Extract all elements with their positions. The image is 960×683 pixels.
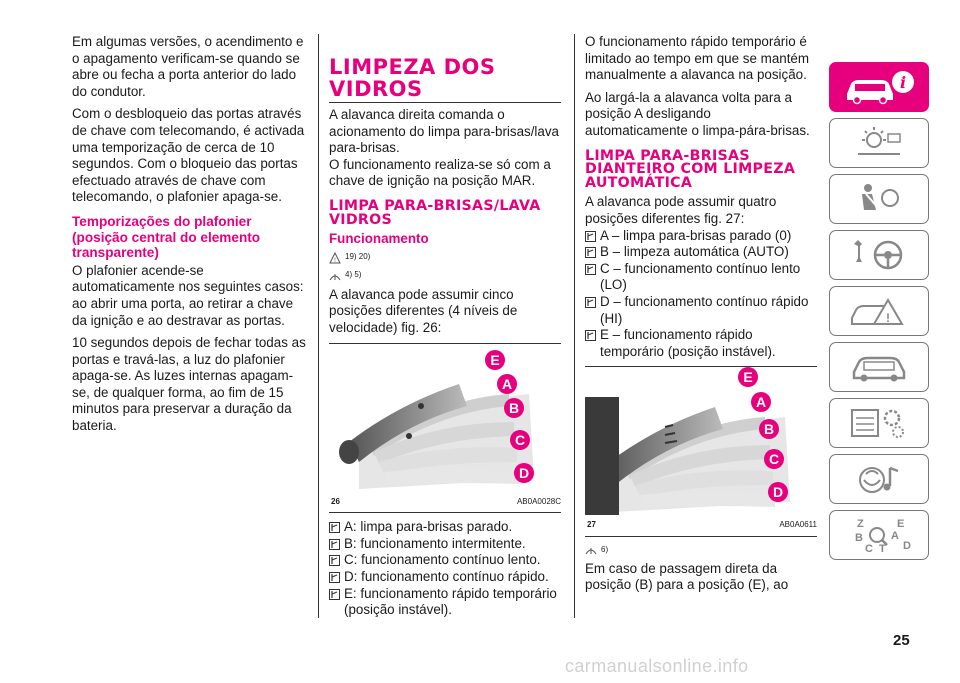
list-item: C: funcionamento contínuo lento. (329, 552, 561, 569)
svg-text:D: D (903, 540, 911, 552)
figure-label-d: D (772, 484, 784, 501)
lever-position-icon (585, 297, 596, 308)
figure-26 (329, 343, 561, 514)
list-item: E – funcionamento rápido temporário (posição instável). (585, 327, 817, 360)
figure-caption (329, 492, 561, 513)
svg-text:T: T (879, 543, 886, 555)
auto-wiper-lever-illustration (585, 367, 817, 515)
svg-text:!: ! (334, 257, 336, 264)
page-number: 25 (893, 632, 910, 649)
reference (329, 251, 561, 265)
safety-airbag-icon (844, 180, 914, 218)
lever-position-icon (329, 555, 340, 566)
svg-text:i: i (899, 73, 907, 92)
tab-safety[interactable] (829, 174, 929, 224)
wiper-lever-illustration (329, 344, 561, 492)
list-item: A: limpa para-brisas parado. (329, 519, 561, 536)
paragraph: Com o desbloqueio das portas através de chave com telecomando, é activada uma temporização de cerca de 10 segundos. Com o bloqueio das portas efectuado através de chave com telecomando, o plafonier apaga-se. (72, 106, 305, 205)
lever-position-icon (585, 264, 596, 275)
list-item: A – limpa para-brisas parado (0) (585, 228, 817, 245)
steering-start-icon (844, 236, 914, 274)
svg-text:!: ! (886, 311, 890, 325)
reference (329, 269, 561, 283)
figure-label-e: E (743, 369, 753, 386)
figure-label-c: C (514, 431, 526, 448)
list-item: D – funcionamento contínuo rápido (HI) (585, 294, 817, 327)
tab-maintenance[interactable] (829, 342, 929, 392)
reference-text: 6) (601, 544, 609, 554)
list-item: E: funcionamento rápido temporário (posição instável). (329, 586, 561, 619)
figure-27 (585, 366, 817, 537)
car-info-icon (839, 68, 919, 106)
figure-code: AB0A0028C (516, 496, 561, 506)
position-list (329, 519, 561, 619)
lever-position-icon (329, 539, 340, 550)
paragraph: 10 segundos depois de fechar todas as portas e travá-las, a luz do plafonier apaga-se. As luzes internas apagam-se, de qualquer forma, ao fim de 15 minutos para preservar a duração da bateria. (72, 335, 306, 434)
figure-caption (585, 515, 817, 536)
column-3 (585, 34, 817, 600)
column-divider (318, 34, 319, 618)
figure-label-e: E (490, 351, 500, 368)
figure-code: AB0A0611 (779, 520, 817, 530)
index-icon (839, 515, 919, 555)
svg-text:Z: Z (857, 518, 864, 530)
paragraph: A alavanca pode assumir cinco posições diferentes (4 níveis de velocidade) fig. 26: (329, 286, 518, 335)
figure-label-d: D (518, 464, 530, 481)
position-list (585, 228, 817, 361)
section-heading: LIMPA PARA-BRISAS DIANTEIRO COM LIMPEZA AUTOMÁTICA (585, 147, 796, 191)
reference-text: 19) 20) (345, 252, 371, 262)
section-heading: LIMPA PARA-BRISAS/LAVA VIDROS (329, 197, 541, 228)
svg-text:B: B (855, 532, 863, 544)
warning-book-icon (329, 252, 341, 264)
technical-data-icon (844, 404, 914, 442)
warning-emergency-icon (844, 292, 914, 330)
car-maintenance-icon (844, 348, 914, 386)
paragraph: Ao largá-la a alavanca volta para a posição A desligando automaticamente o limpa-pára-brisas. (585, 89, 810, 138)
lever-position-icon (329, 522, 340, 533)
note-book-icon (585, 544, 597, 556)
figure-number: 27 (587, 520, 596, 530)
tab-emergency[interactable] (829, 286, 929, 336)
paragraph: O plafonier acende-se automaticamente nos seguintes casos: ao abrir uma porta, ao retirar a chave da ignição e ao destravar as portas. (72, 262, 304, 328)
lever-position-icon (329, 589, 340, 600)
list-item: B – limpeza automática (AUTO) (585, 244, 817, 261)
paragraph: Em caso de passagem direta da posição (B) para a posição (E), ao (585, 560, 789, 593)
tab-car-info[interactable] (829, 62, 929, 112)
tab-technical-data[interactable] (829, 398, 929, 448)
figure-label-a: A (501, 375, 513, 392)
lever-position-icon (585, 231, 596, 242)
figure-label-b: B (508, 399, 520, 416)
subheading: Funcionamento (329, 231, 429, 247)
list-item: B: funcionamento intermitente. (329, 536, 561, 553)
figure-label-b: B (763, 421, 775, 438)
paragraph: A alavanca pode assumir quatro posições diferentes fig. 27: (585, 194, 777, 226)
figure-label-a: A (755, 394, 767, 411)
lever-position-icon (585, 247, 596, 258)
multimedia-icon (844, 460, 914, 498)
column-divider (574, 34, 575, 618)
tab-index[interactable] (829, 510, 929, 560)
paragraph: Em algumas versões, o acendimento e o apagamento verificam-se quando se abre ou fecha a porta anterior do lado do condutor. (72, 34, 304, 99)
tab-starting-driving[interactable] (829, 230, 929, 280)
chapter-nav (829, 62, 929, 566)
tab-multimedia[interactable] (829, 454, 929, 504)
list-item: D: funcionamento contínuo rápido. (329, 569, 561, 586)
figure-number: 26 (331, 496, 340, 506)
figure-label-c: C (768, 451, 780, 468)
note-book-icon (329, 270, 341, 282)
paragraph: O funcionamento rápido temporário é limitado ao tempo em que se mantém manualmente a alavanca na posição. (585, 34, 810, 83)
paragraph: O funcionamento realiza-se só com a chave de ignição na posição MAR. (329, 156, 551, 189)
dashboard-lights-icon (844, 124, 914, 162)
reference-text: 4) 5) (345, 270, 362, 280)
watermark: carmanualsonline.info (565, 656, 749, 676)
column-2 (329, 34, 561, 619)
lever-position-icon (585, 330, 596, 341)
chapter-title: LIMPEZA DOS VIDROS (329, 56, 561, 103)
svg-text:C: C (865, 543, 873, 555)
lever-position-icon (329, 572, 340, 583)
svg-text:E: E (897, 518, 905, 530)
column-1 (72, 34, 308, 441)
svg-text:A: A (891, 530, 899, 542)
paragraph: A alavanca direita comanda o acionamento do limpa para-brisas/lava para-brisas. (329, 107, 559, 156)
section-heading: Temporizações do plafonier (posição central do elemento transparente) (72, 213, 261, 261)
reference (585, 543, 817, 557)
list-item: C – funcionamento contínuo lento (LO) (585, 261, 817, 294)
tab-dashboard-lights[interactable] (829, 118, 929, 168)
